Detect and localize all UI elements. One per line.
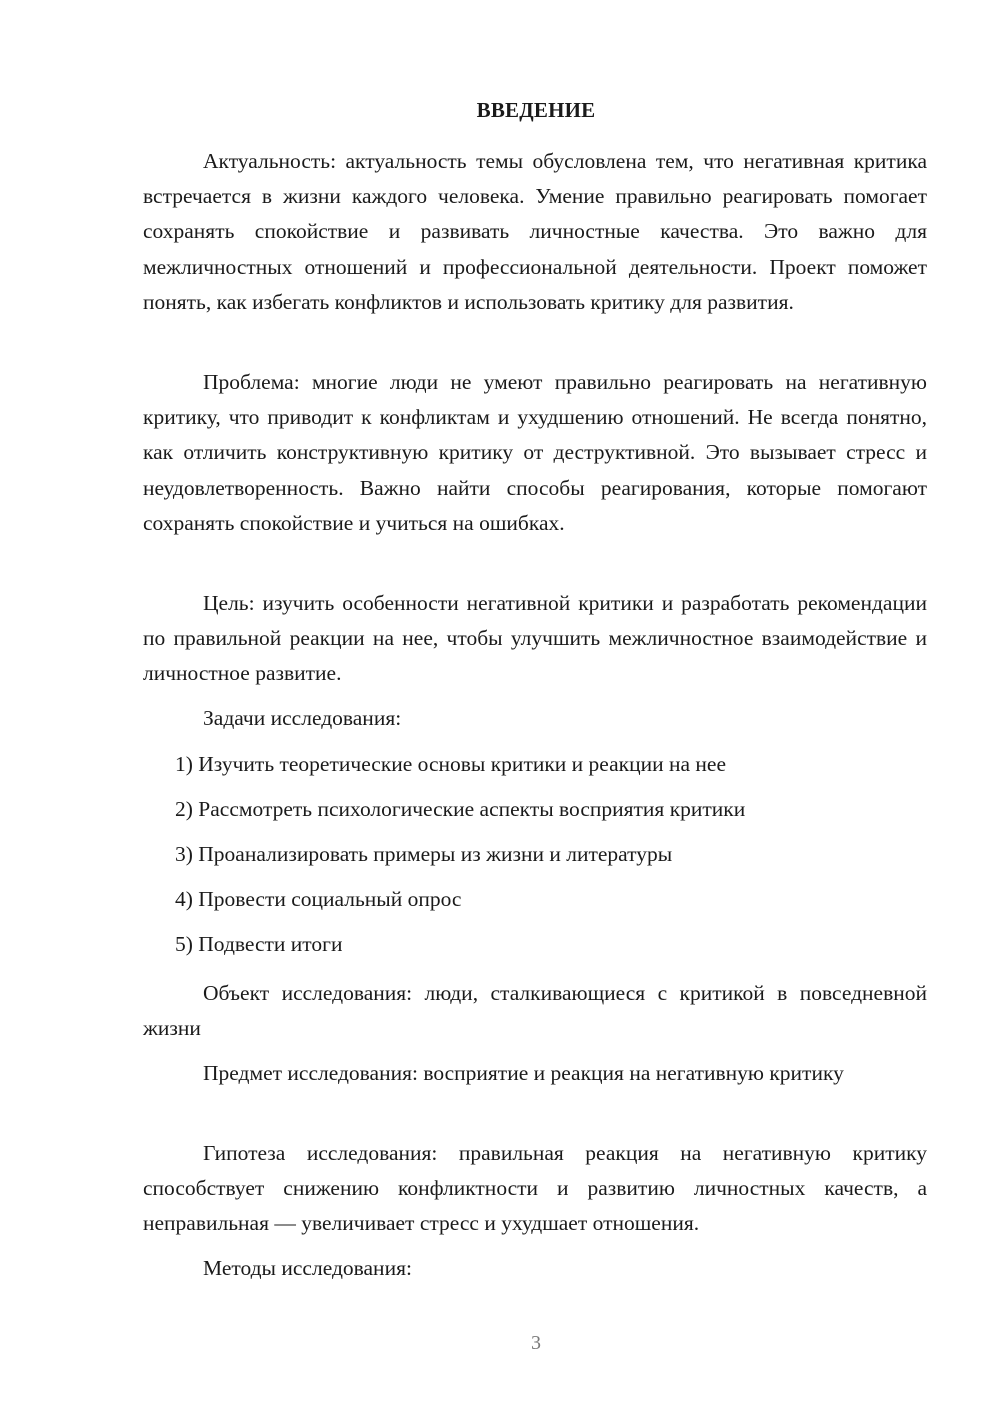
list-item: 5) Подвести итоги bbox=[175, 932, 343, 956]
page-number: 3 bbox=[531, 1332, 541, 1354]
hypothesis-paragraph: Гипотеза исследования: правильная реакция на негативную критику способствует снижению конфликтности и развитию личностных качеств, а неправильная — увеличивает стресс и ухудшает отношения. bbox=[143, 1141, 927, 1236]
goal-paragraph: Цель: изучить особенности негативной критики и разработать рекомендации по правильной реакции на нее, чтобы улучшить межличностное взаимодействие и личностное развитие. bbox=[143, 591, 927, 686]
section-heading: ВВЕДЕНИЕ bbox=[476, 98, 596, 122]
list-item: 4) Провести социальный опрос bbox=[175, 887, 462, 911]
tasks-title: Задачи исследования: bbox=[203, 706, 402, 730]
list-item: 3) Проанализировать примеры из жизни и литературы bbox=[175, 842, 673, 866]
subject-paragraph: Предмет исследования: восприятие и реакция на негативную критику bbox=[203, 1061, 844, 1085]
methods-title: Методы исследования: bbox=[203, 1256, 412, 1280]
tasks-list bbox=[143, 747, 927, 972]
list-item: 1) Изучить теоретические основы критики и реакции на нее bbox=[175, 752, 727, 776]
problem-paragraph: Проблема: многие люди не умеют правильно реагировать на негативную критику, что приводит к конфликтам и ухудшению отношений. Не всегда понятно, как отличить конструктивную критику от деструктивной. Это вызывает стресс и неудовлетворенность. Важно найти способы реагирования, которые помогают сохранять спокойствие и учиться на ошибках. bbox=[143, 370, 927, 535]
relevance-paragraph: Актуальность: актуальность темы обусловлена тем, что негативная критика встречается в жизни каждого человека. Умение правильно реагировать помогает сохранять спокойствие и развивать личностные качества. Это важно для межличностных отношений и профессиональной деятельности. Проект поможет понять, как избегать конфликтов и использовать критику для развития. bbox=[143, 149, 927, 314]
list-item: 2) Рассмотреть психологические аспекты восприятия критики bbox=[175, 797, 746, 821]
object-paragraph: Объект исследования: люди, сталкивающиеся с критикой в повседневной жизни bbox=[143, 981, 927, 1041]
